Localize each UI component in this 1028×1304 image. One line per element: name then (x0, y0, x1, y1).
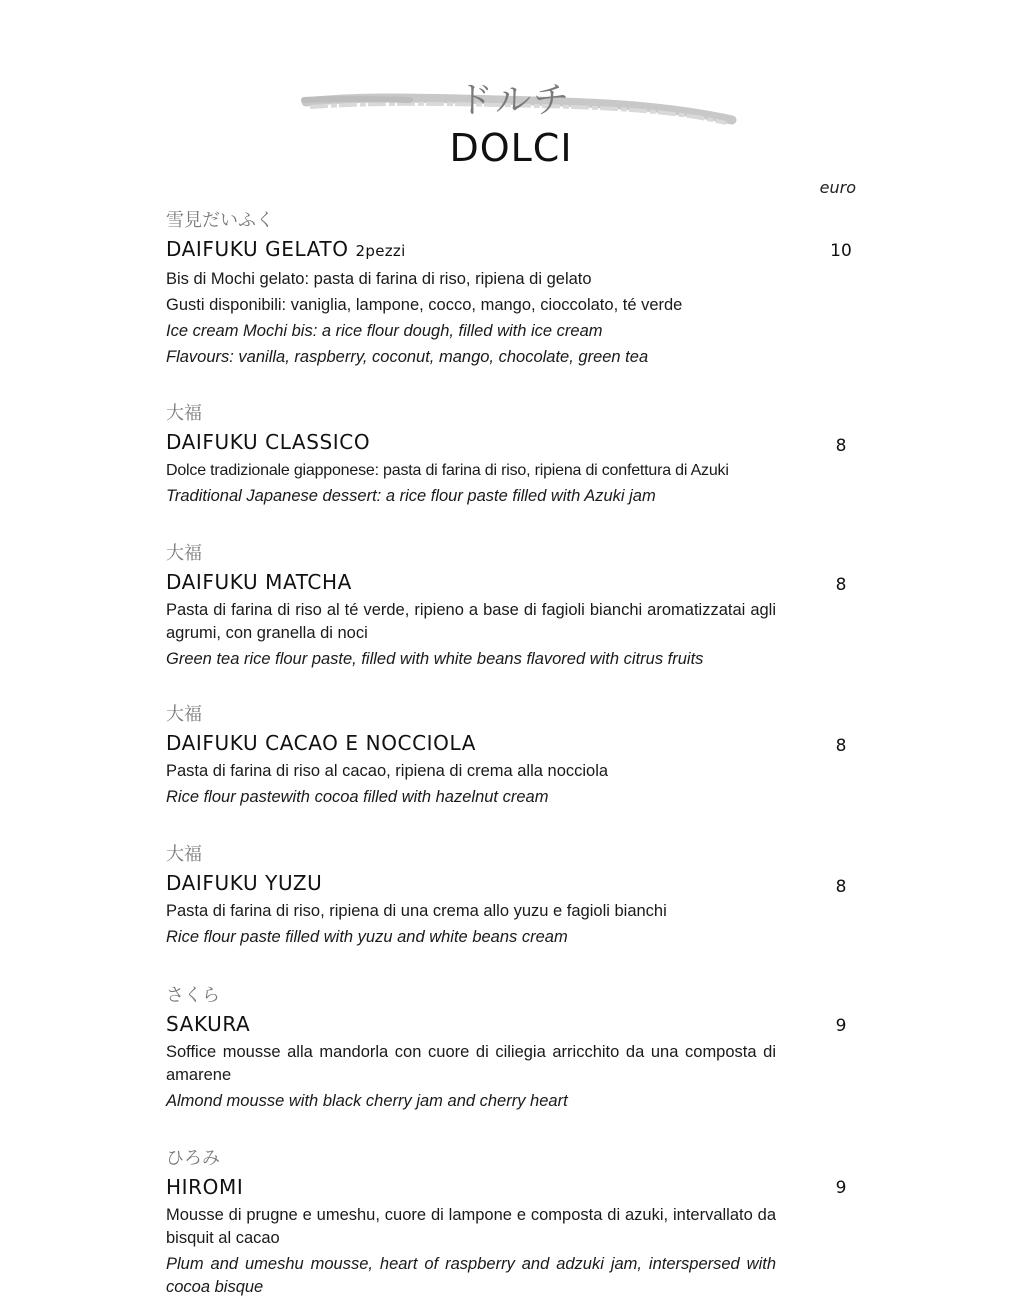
menu-item-daifuku-matcha (166, 541, 776, 671)
item-description-it: Gusti disponibili: vaniglia, lampone, cocco, mango, cioccolato, té verde (166, 296, 683, 314)
item-description-en: Green tea rice flour paste, filled with white beans flavored with citrus fruits (166, 650, 704, 668)
item-japanese-name: 大福 (166, 844, 202, 865)
item-name (166, 234, 776, 266)
item-name: DAIFUKU MATCHA (166, 570, 352, 594)
item-description-it: Pasta di farina di riso al cacao, ripiena di crema alla nocciola (166, 762, 609, 780)
item-price: 9 (835, 1178, 847, 1198)
item-japanese-name: 大福 (166, 403, 202, 424)
item-japanese-name: 大福 (166, 543, 202, 564)
item-description-en: Rice flour paste filled with yuzu and white beans cream (166, 928, 568, 946)
item-price: 9 (835, 1016, 847, 1036)
menu-item-daifuku-gelato (166, 208, 776, 370)
menu-item-daifuku-yuzu (166, 842, 776, 949)
item-description-en: Almond mousse with black cherry jam and cherry heart (166, 1092, 568, 1110)
page-title: DOLCI (449, 126, 573, 170)
item-name: SAKURA (166, 1012, 251, 1036)
menu-item-daifuku-classico (166, 401, 776, 508)
menu-item-daifuku-cacao-nocciola (166, 702, 776, 809)
item-name: DAIFUKU YUZU (166, 871, 323, 895)
item-quantity: 2pezzi (355, 242, 406, 260)
item-price: 10 (830, 241, 852, 261)
item-description-it: Soffice mousse alla mandorla con cuore di ciliegia arricchito da una composta di amarene (166, 1043, 776, 1084)
item-price: 8 (835, 436, 847, 456)
page-title-japanese: ドルチ (456, 80, 571, 121)
item-name: DAIFUKU CACAO E NOCCIOLA (166, 731, 476, 755)
item-description-en: Ice cream Mochi bis: a rice flour dough, filled with ice cream (166, 322, 603, 340)
item-name: DAIFUKU CLASSICO (166, 430, 371, 454)
item-description-it: Pasta di farina di riso al té verde, ripieno a base di fagioli bianchi aromatizzatai agli agrumi, con granella di noci (166, 601, 776, 642)
item-price: 8 (835, 877, 847, 897)
item-price: 8 (835, 736, 847, 756)
item-price: 8 (835, 575, 847, 595)
menu-item-hiromi (166, 1146, 776, 1299)
item-japanese-name: さくら (166, 985, 220, 1006)
item-japanese-name: 雪見だいふく (166, 210, 274, 231)
item-description-en: Rice flour pastewith cocoa filled with hazelnut cream (166, 788, 549, 806)
item-japanese-name: ひろみ (166, 1148, 220, 1169)
menu-header (0, 70, 1028, 180)
item-name-text: DAIFUKU GELATO (166, 237, 349, 261)
menu-item-sakura (166, 983, 776, 1113)
item-description-it: Mousse di prugne e umeshu, cuore di lampone e composta di azuki, intervallato da bisquit al cacao (166, 1206, 776, 1247)
item-description-en: Traditional Japanese dessert: a rice flour paste filled with Azuki jam (166, 487, 656, 505)
item-description-it: Pasta di farina di riso, ripiena di una crema allo yuzu e fagioli bianchi (166, 902, 667, 920)
item-japanese-name: 大福 (166, 704, 202, 725)
item-name: HIROMI (166, 1175, 244, 1199)
item-description-en: Flavours: vanilla, raspberry, coconut, mango, chocolate, green tea (166, 348, 649, 366)
item-description-en: Plum and umeshu mousse, heart of raspberry and adzuki jam, interspersed with cocoa bisque (166, 1255, 776, 1296)
item-description-it: Bis di Mochi gelato: pasta di farina di riso, ripiena di gelato (166, 270, 592, 288)
item-description-it: Dolce tradizionale giapponese: pasta di farina di riso, ripiena di confettura di Azuki (166, 462, 729, 479)
currency-label: euro (819, 178, 856, 197)
